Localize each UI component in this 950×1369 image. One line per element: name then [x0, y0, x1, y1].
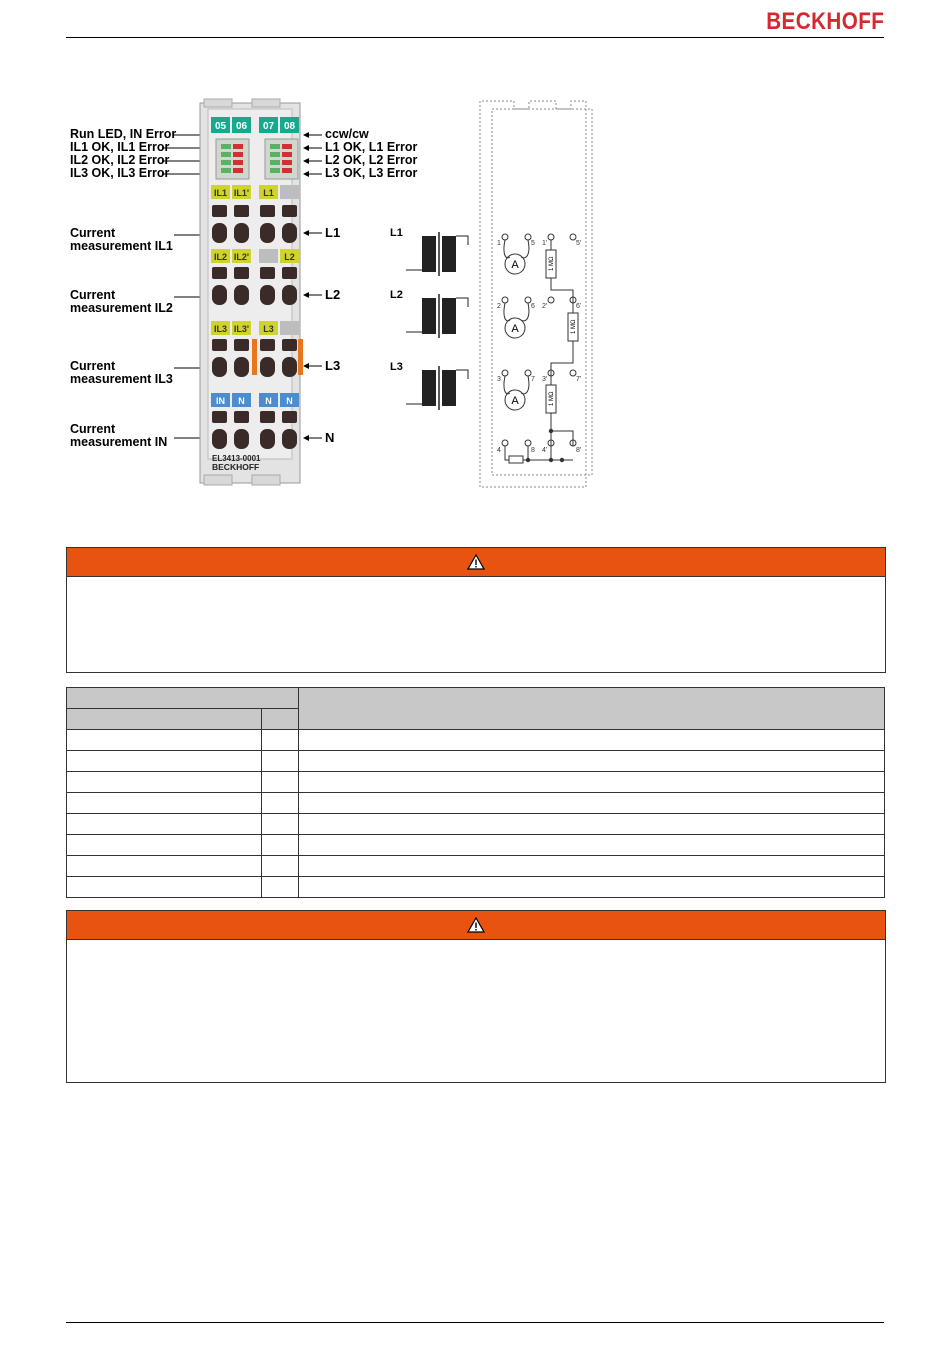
- warning-triangle-icon: [467, 917, 485, 933]
- table-header-name: [67, 709, 262, 730]
- callout-current-il1: Current measurement IL1: [70, 226, 173, 253]
- connection-schematic: [66, 95, 606, 495]
- callout-l3: L3: [325, 358, 341, 373]
- footer-rule: [66, 1322, 884, 1323]
- svg-text:1': 1': [542, 240, 548, 247]
- svg-text:A: A: [511, 259, 519, 271]
- spec-table: [66, 687, 885, 898]
- svg-text:L2: L2: [284, 252, 295, 262]
- svg-text:8: 8: [531, 447, 535, 454]
- table-row: [67, 793, 885, 814]
- table-header-description: [299, 688, 885, 730]
- table-row: [67, 835, 885, 856]
- svg-text:A: A: [511, 323, 519, 335]
- callout-il2: IL2 OK, IL2 Error: [70, 153, 170, 167]
- svg-text:IL2: IL2: [213, 252, 228, 262]
- callout-l1-ok: L1 OK, L1 Error: [325, 140, 418, 154]
- terminal-brand-label: BECKHOFF: [212, 462, 260, 472]
- led-tab-05: 05: [214, 121, 227, 132]
- led-tab-06: 06: [235, 121, 248, 132]
- svg-text:1 MΩ: 1 MΩ: [549, 391, 555, 406]
- table-row: [67, 877, 885, 898]
- warning-triangle-icon: [467, 554, 485, 570]
- callout-current-in: Current measurement IN: [70, 422, 168, 449]
- svg-text:L3: L3: [263, 324, 274, 334]
- svg-text:IL3': IL3': [233, 324, 250, 334]
- svg-text:3': 3': [542, 376, 548, 383]
- callout-l2-ok: L2 OK, L2 Error: [325, 153, 418, 167]
- terminal-model-label: EL3413-0001: [212, 454, 261, 463]
- svg-text:2: 2: [497, 303, 501, 310]
- svg-text:2': 2': [542, 303, 548, 310]
- callout-n: N: [325, 430, 335, 445]
- warning-box-bottom: [66, 910, 886, 1083]
- callout-l3-ok: L3 OK, L3 Error: [325, 166, 418, 180]
- svg-text:8': 8': [576, 447, 582, 454]
- svg-text:N: N: [238, 396, 245, 406]
- svg-text:A: A: [511, 395, 519, 407]
- svg-text:1: 1: [497, 240, 501, 247]
- svg-text:5: 5: [531, 240, 535, 247]
- svg-text:3: 3: [497, 376, 501, 383]
- warning-header: [67, 548, 885, 577]
- callout-ccw-cw: ccw/cw: [325, 127, 369, 141]
- svg-text:1 MΩ: 1 MΩ: [549, 256, 555, 271]
- svg-text:4: 4: [497, 447, 501, 454]
- svg-text:N: N: [265, 396, 272, 406]
- warning-header: [67, 911, 885, 940]
- callout-il1: IL1 OK, IL1 Error: [70, 140, 170, 154]
- svg-text:1 MΩ: 1 MΩ: [571, 319, 577, 334]
- schematic-label-l3: L3: [390, 361, 403, 373]
- svg-text:L1: L1: [263, 188, 274, 198]
- callout-run-led: Run LED, IN Error: [70, 127, 177, 141]
- svg-text:IL1': IL1': [233, 188, 250, 198]
- schematic-label-l1: L1: [390, 227, 403, 239]
- table-row: [67, 730, 885, 751]
- schematic-label-l2: L2: [390, 289, 403, 301]
- table-row: [67, 772, 885, 793]
- svg-text:IN: IN: [216, 396, 225, 406]
- header-rule: [66, 37, 884, 38]
- svg-text:6: 6: [531, 303, 535, 310]
- svg-text:IL1: IL1: [213, 188, 228, 198]
- svg-text:IL2': IL2': [233, 252, 250, 262]
- svg-text:6': 6': [576, 303, 582, 310]
- svg-text:7: 7: [531, 376, 535, 383]
- svg-text:IL3: IL3: [213, 324, 228, 334]
- callout-l2: L2: [325, 287, 341, 302]
- callout-current-il2: Current measurement IL2: [70, 288, 173, 315]
- table-row: [67, 856, 885, 877]
- table-header-no: [262, 709, 299, 730]
- led-tab-08: 08: [283, 121, 296, 132]
- svg-text:N: N: [286, 396, 293, 406]
- table-header-group: [67, 688, 299, 709]
- warning-box-top: [66, 547, 886, 673]
- svg-text:7': 7': [576, 376, 582, 383]
- table-row: [67, 751, 885, 772]
- callout-l1: L1: [325, 225, 341, 240]
- svg-text:5': 5': [576, 240, 582, 247]
- led-tab-07: 07: [262, 121, 275, 132]
- callout-il3: IL3 OK, IL3 Error: [70, 166, 170, 180]
- callout-current-il3: Current measurement IL3: [70, 359, 173, 386]
- beckhoff-logo: BECKHOFF: [765, 8, 884, 35]
- table-row: [67, 814, 885, 835]
- svg-text:4': 4': [542, 447, 548, 454]
